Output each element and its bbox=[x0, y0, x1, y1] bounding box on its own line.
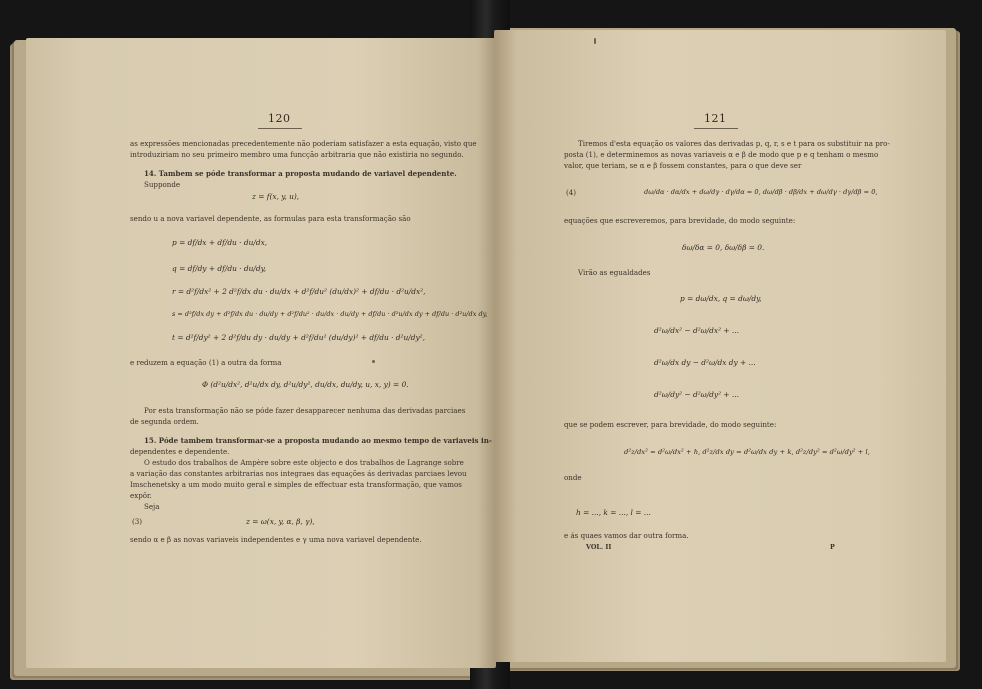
text-line: Seja bbox=[144, 502, 160, 511]
equation: dω/dα · dα/dx + dω/dγ · dγ/dα = 0, dω/dβ · dβ/dx + dω/dγ · dγ/dβ = 0, bbox=[644, 188, 878, 196]
equation: h = ..., k = ..., l = ... bbox=[576, 508, 651, 517]
footer-volume: VOL. II bbox=[586, 543, 612, 551]
section-heading-14: 14. Tambem se póde transformar a proposta mudando de variavel dependente. bbox=[144, 169, 457, 178]
equation: z = ω(x, y, α, β, γ), bbox=[246, 517, 315, 526]
text-line: as expressões mencionadas precedentemente não poderiam satisfazer a esta equação, visto que bbox=[130, 139, 477, 148]
text-line: dependentes e dependente. bbox=[130, 447, 230, 456]
equation: Φ (d²u/dx², d²u/dx dy, d²u/dy², du/dx, du/dy, u, x, y) = 0. bbox=[202, 380, 409, 389]
text-line: valor, que teriam, se α e β fossem constantes, para o que deve ser bbox=[564, 161, 802, 170]
footer-signature: P bbox=[830, 543, 835, 551]
equation: q = df/dy + df/du · du/dy, bbox=[172, 264, 267, 273]
equation: d²ω/dy² − d²ω/dy² + ... bbox=[654, 390, 739, 399]
text-line: que se podem escrever, para brevidade, do modo seguinte: bbox=[564, 420, 777, 429]
text-line: expôr. bbox=[130, 491, 152, 500]
equation: δω/δα = 0, δω/δβ = 0. bbox=[682, 243, 765, 252]
left-page bbox=[26, 38, 496, 668]
section-heading-15: 15. Póde tambem transformar-se a proposta mudando ao mesmo tempo de variaveis in- bbox=[144, 436, 492, 445]
text-line: e ás quaes vamos dar outra forma. bbox=[564, 531, 689, 540]
text-line: e reduzem a equação (1) a outra da forma bbox=[130, 358, 282, 367]
text-line: a variação das constantes arbitrarias nos integraes das equações ás derivadas parciaes levou bbox=[130, 469, 467, 478]
page-number-right: 121 bbox=[704, 112, 727, 125]
text-line: Tiremos d'esta equação os valores das derivadas p, q, r, s e t para os substituir na pro- bbox=[578, 139, 890, 148]
text-line: de segunda ordem. bbox=[130, 417, 199, 426]
equation: d²ω/dx² − d²ω/dx² + ... bbox=[654, 326, 739, 335]
text-line: sendo α e β as novas variaveis independentes e γ uma nova variavel dependente. bbox=[130, 535, 422, 544]
page-mark bbox=[594, 38, 596, 44]
equation-number: (4) bbox=[566, 188, 577, 197]
page-number-left: 120 bbox=[268, 112, 291, 125]
folio-rule-left bbox=[258, 128, 302, 129]
equation: z = f(x, y, u), bbox=[252, 192, 300, 201]
text-line: posta (1), e determinemos as novas variaveis α e β de modo que p e q tenham o mesmo bbox=[564, 150, 879, 159]
equation: d²z/dx² = d²ω/dx² + h, d²z/dx dy = d²ω/dx dy + k, d²z/dy² = d²ω/dy² + l, bbox=[624, 448, 870, 456]
ink-spot bbox=[372, 360, 375, 363]
text-line: onde bbox=[564, 473, 582, 482]
text-line: Por esta transformação não se póde fazer desapparecer nenhuma das derivadas parciaes bbox=[144, 406, 466, 415]
text-line: introduziriam no seu primeiro membro uma funcção arbitraria que não existiria no segundo. bbox=[130, 150, 464, 159]
text-line: Virão as egualdades bbox=[578, 268, 651, 277]
equation: s = d²f/dx dy + d²f/dx du · du/dy + d²f/du² · du/dx · du/dy + df/du · d²u/dx dy + df/du · d²u/dx dy, bbox=[172, 310, 488, 318]
text-line: O estudo dos trabalhos de Ampère sobre este objecto e dos trabalhos de Lagrange sobre bbox=[144, 458, 464, 467]
text-line: Imschenetsky a um modo muito geral e simples de effectuar esta transformação, que vamos bbox=[130, 480, 462, 489]
text-line: equações que escreveremos, para brevidade, do modo seguinte: bbox=[564, 216, 796, 225]
folio-rule-right bbox=[694, 128, 738, 129]
equation: p = df/dx + df/du · du/dx, bbox=[172, 238, 268, 247]
equation-number: (3) bbox=[132, 517, 143, 526]
equation: d²ω/dx dy − d²ω/dx dy + ... bbox=[654, 358, 756, 367]
equation: p = dω/dx, q = dω/dy, bbox=[680, 294, 762, 303]
right-page bbox=[494, 30, 946, 662]
equation: r = d²f/dx² + 2 d²f/dx du · du/dx + d²f/du² (du/dx)² + df/du · d²u/dx², bbox=[172, 287, 426, 296]
text-line: sendo u a nova variavel dependente, as formulas para esta transformação são bbox=[130, 214, 411, 223]
text-line: Supponde bbox=[144, 180, 181, 189]
equation: t = d²f/dy² + 2 d²f/du dy · du/dy + d²f/du² (du/dy)² + df/du · d²u/dy², bbox=[172, 333, 425, 342]
